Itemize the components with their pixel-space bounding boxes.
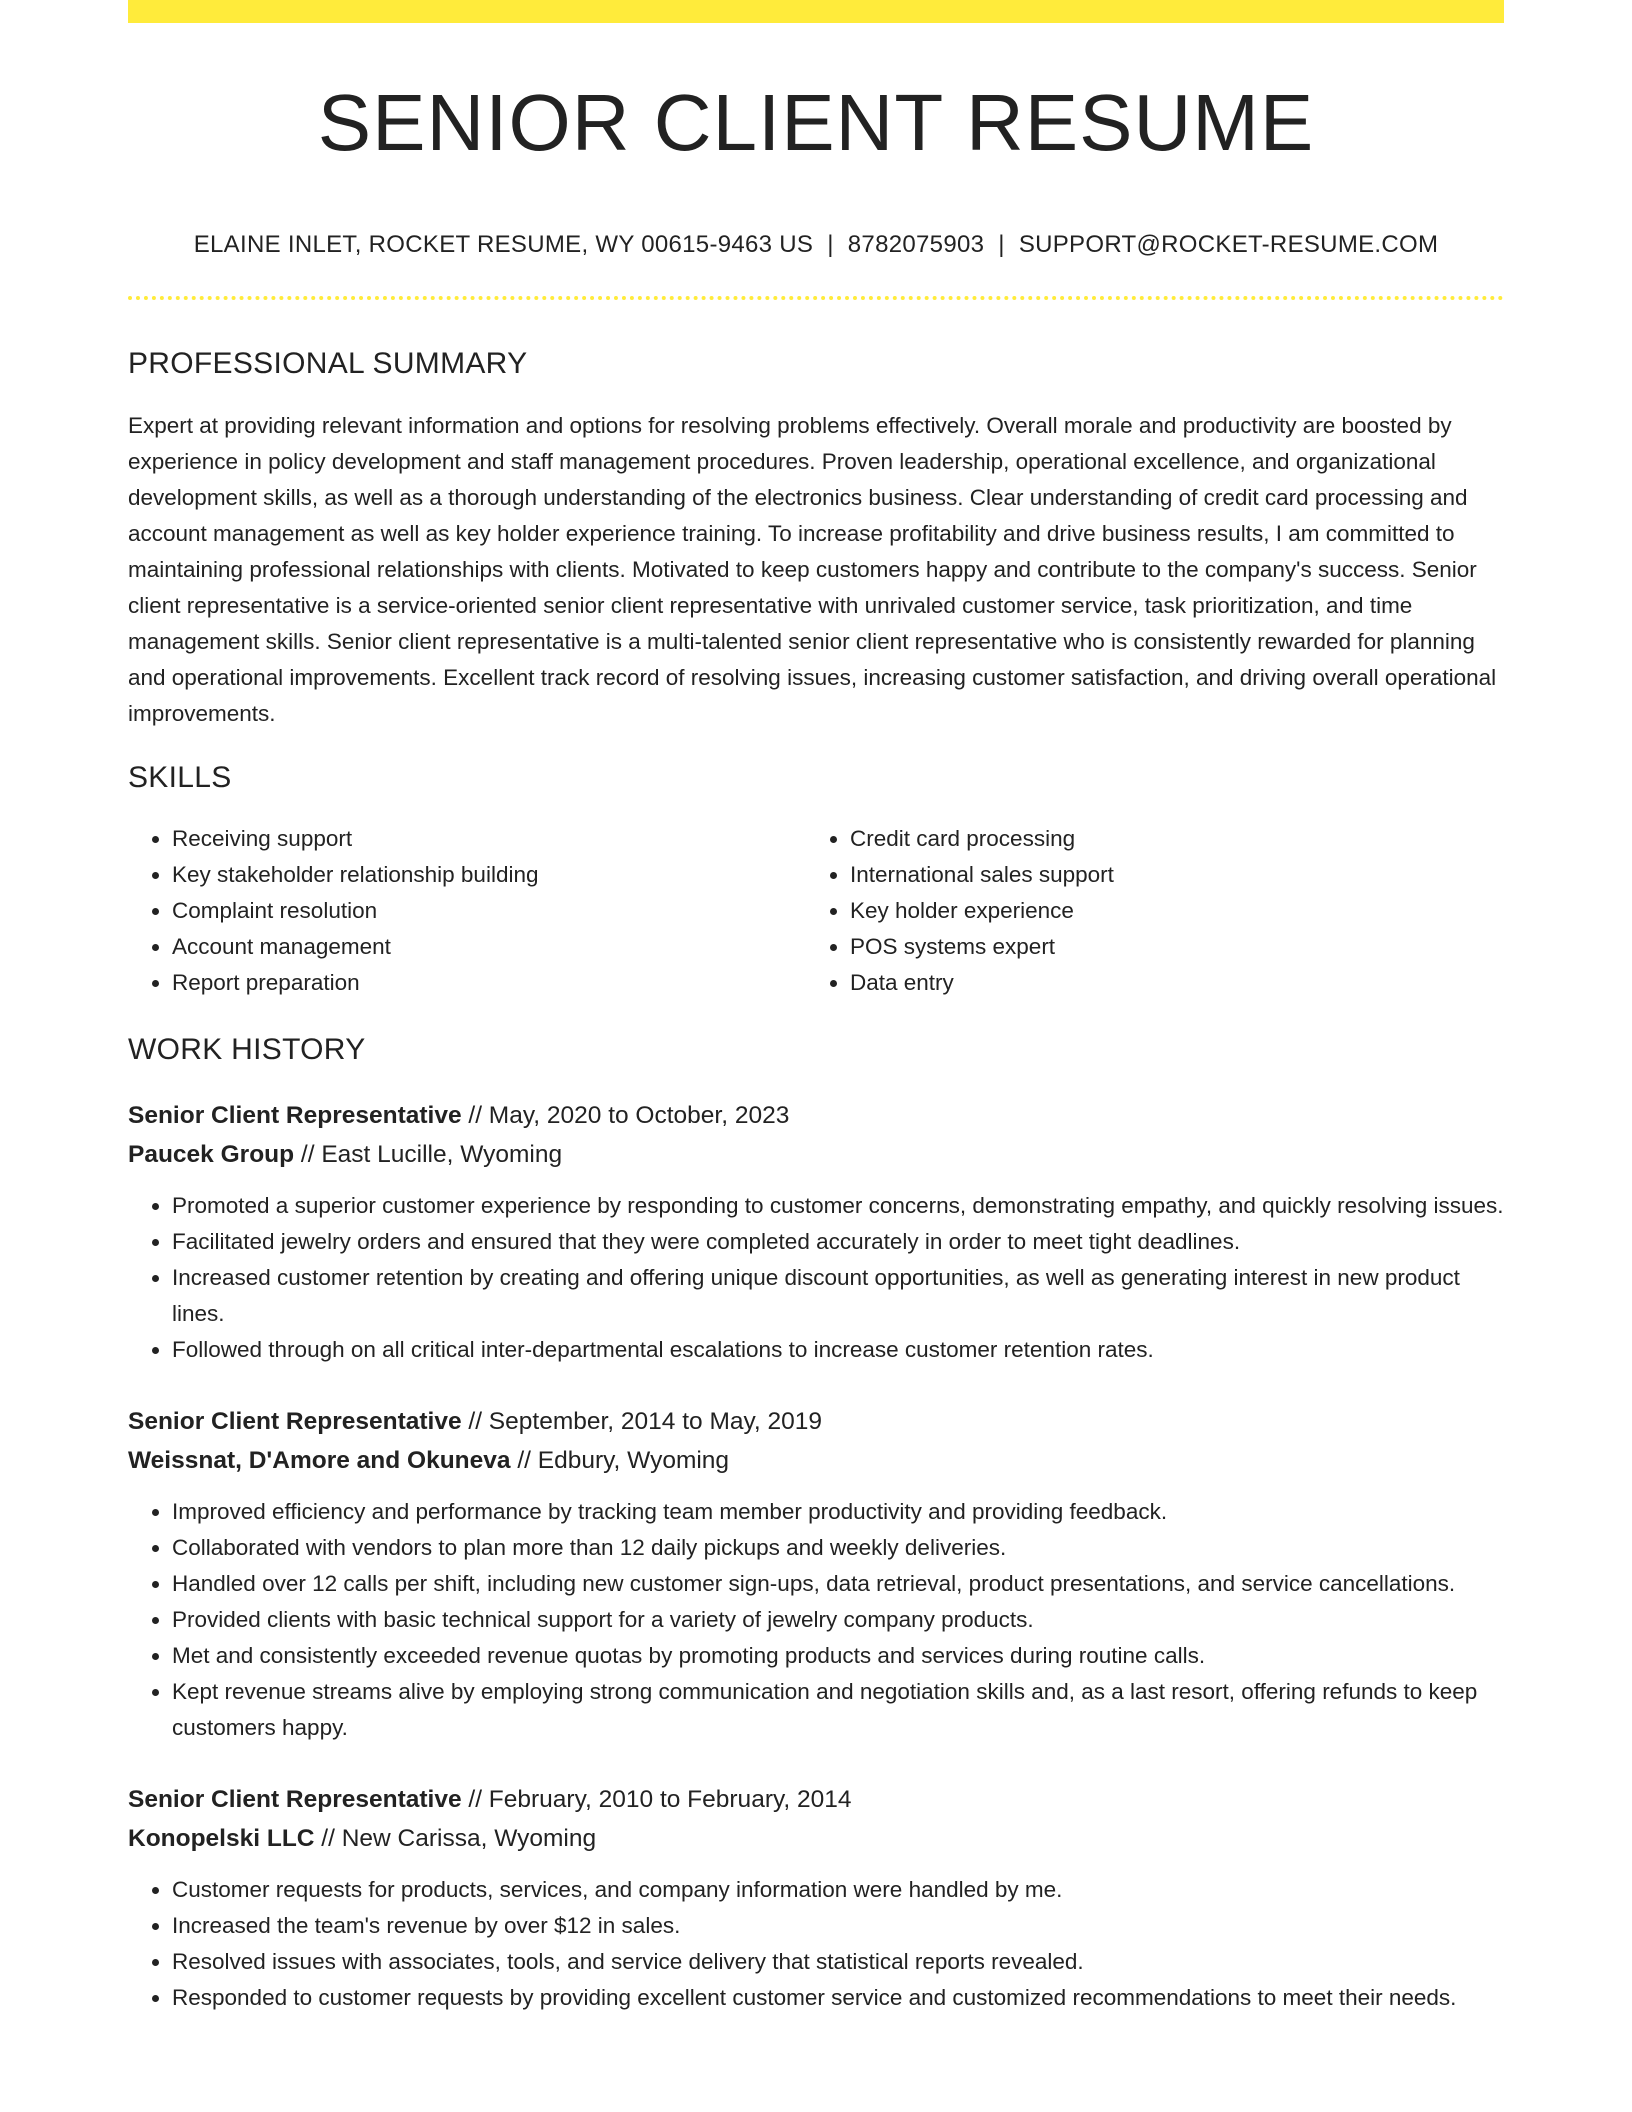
job-bullet: • Facilitated jewelry orders and ensured that they were completed accurately in order to meet tight deadlines. xyxy=(172,1224,1504,1260)
job-bullet: • Increased customer retention by creating and offering unique discount opportunities, as well as generating interest in new product lines. xyxy=(172,1260,1504,1332)
skill-item: • Report preparation xyxy=(172,965,806,1001)
job-title: Senior Client Representative xyxy=(128,1102,462,1129)
skill-item: • International sales support xyxy=(850,857,1484,893)
job-company-line xyxy=(128,1135,1504,1174)
job-bullet: • Followed through on all critical inter-departmental escalations to increase customer retention rates. xyxy=(172,1332,1504,1368)
work-history-heading: WORK HISTORY xyxy=(128,1033,366,1066)
skills-column-right xyxy=(806,821,1484,1001)
job-company: Weissnat, D'Amore and Okuneva xyxy=(128,1447,511,1474)
contact-address: ELAINE INLET, ROCKET RESUME, WY 00615-9463 US xyxy=(193,231,814,258)
skill-item: • POS systems expert xyxy=(850,929,1484,965)
job-entry xyxy=(128,1780,1504,2016)
job-title: Senior Client Representative xyxy=(128,1786,462,1813)
contact-separator: | xyxy=(827,231,834,258)
skill-item: • Data entry xyxy=(850,965,1484,1001)
job-dates: // February, 2010 to February, 2014 xyxy=(461,1786,852,1813)
job-title: Senior Client Representative xyxy=(128,1408,462,1435)
job-title-line xyxy=(128,1402,1504,1441)
job-bullet: • Promoted a superior customer experience by responding to customer concerns, demonstrating empathy, and quickly resolving issues. xyxy=(172,1188,1504,1224)
resume-page xyxy=(128,0,1504,2016)
job-bullet: • Improved efficiency and performance by tracking team member productivity and providing feedback. xyxy=(172,1494,1504,1530)
skill-item: • Complaint resolution xyxy=(172,893,806,929)
accent-bar xyxy=(128,0,1504,23)
skill-item: • Key stakeholder relationship building xyxy=(172,857,806,893)
job-entry xyxy=(128,1096,1504,1368)
job-bullet: • Provided clients with basic technical support for a variety of jewelry company products. xyxy=(172,1602,1504,1638)
job-title-line xyxy=(128,1780,1504,1819)
job-bullets xyxy=(128,1872,1504,2016)
skills-column-left xyxy=(128,821,806,1001)
job-bullet: • Collaborated with vendors to plan more than 12 daily pickups and weekly deliveries. xyxy=(172,1530,1504,1566)
contact-separator: | xyxy=(998,231,1005,258)
job-bullet: • Customer requests for products, services, and company information were handled by me. xyxy=(172,1872,1504,1908)
job-company-line xyxy=(128,1819,1504,1858)
skill-item: • Key holder experience xyxy=(850,893,1484,929)
job-entry xyxy=(128,1402,1504,1746)
contact-email: SUPPORT@ROCKET-RESUME.COM xyxy=(1018,231,1439,258)
job-location: // East Lucille, Wyoming xyxy=(294,1141,563,1168)
contact-phone: 8782075903 xyxy=(847,231,985,258)
job-location: // Edbury, Wyoming xyxy=(510,1447,730,1474)
skill-item: • Receiving support xyxy=(172,821,806,857)
skill-item: • Credit card processing xyxy=(850,821,1484,857)
skill-item: • Account management xyxy=(172,929,806,965)
job-bullet: • Met and consistently exceeded revenue quotas by promoting products and services during routine calls. xyxy=(172,1638,1504,1674)
job-location: // New Carissa, Wyoming xyxy=(314,1825,597,1852)
job-bullet: • Handled over 12 calls per shift, including new customer sign-ups, data retrieval, product presentations, and service cancellations. xyxy=(172,1566,1504,1602)
job-bullet: • Kept revenue streams alive by employing strong communication and negotiation skills and, as a last resort, offering refunds to keep customers happy. xyxy=(172,1674,1504,1746)
dotted-divider xyxy=(128,296,1504,300)
job-bullet: • Responded to customer requests by providing excellent customer service and customized recommendations to meet their needs. xyxy=(172,1980,1504,2016)
job-company: Konopelski LLC xyxy=(128,1825,315,1852)
job-dates: // May, 2020 to October, 2023 xyxy=(461,1102,790,1129)
contact-line xyxy=(128,231,1504,259)
skills-heading: SKILLS xyxy=(128,761,232,794)
resume-title: SENIOR CLIENT RESUME xyxy=(317,78,1315,167)
job-bullet: • Resolved issues with associates, tools, and service delivery that statistical reports revealed. xyxy=(172,1944,1504,1980)
skills-grid xyxy=(128,821,1504,1001)
job-bullets xyxy=(128,1188,1504,1368)
job-title-line xyxy=(128,1096,1504,1135)
job-bullets xyxy=(128,1494,1504,1746)
job-company: Paucek Group xyxy=(128,1141,295,1168)
job-company-line xyxy=(128,1441,1504,1480)
job-bullet: • Increased the team's revenue by over $12 in sales. xyxy=(172,1908,1504,1944)
summary-text: Expert at providing relevant information and options for resolving problems effectively. Overall morale and productivity are boosted by experience in policy development and staff management procedures. Proven leadership, operational excellence, and organizational development skills, as well as a thorough understanding of the electronics business. Clear understanding of credit card processing and account management as well as key holder experience training. To increase profitability and drive business results, I am committed to maintaining professional relationships with clients. Motivated to keep customers happy and contribute to the company's success. Senior client representative is a service-oriented senior client representative with unrivaled customer service, task prioritization, and time management skills. Senior client representative is a multi-talented senior client representative who is consistently rewarded for planning and operational improvements. Excellent track record of resolving issues, increasing customer satisfaction, and driving overall operational improvements. xyxy=(128,413,1497,726)
job-dates: // September, 2014 to May, 2019 xyxy=(461,1408,823,1435)
summary-heading: PROFESSIONAL SUMMARY xyxy=(128,347,528,380)
